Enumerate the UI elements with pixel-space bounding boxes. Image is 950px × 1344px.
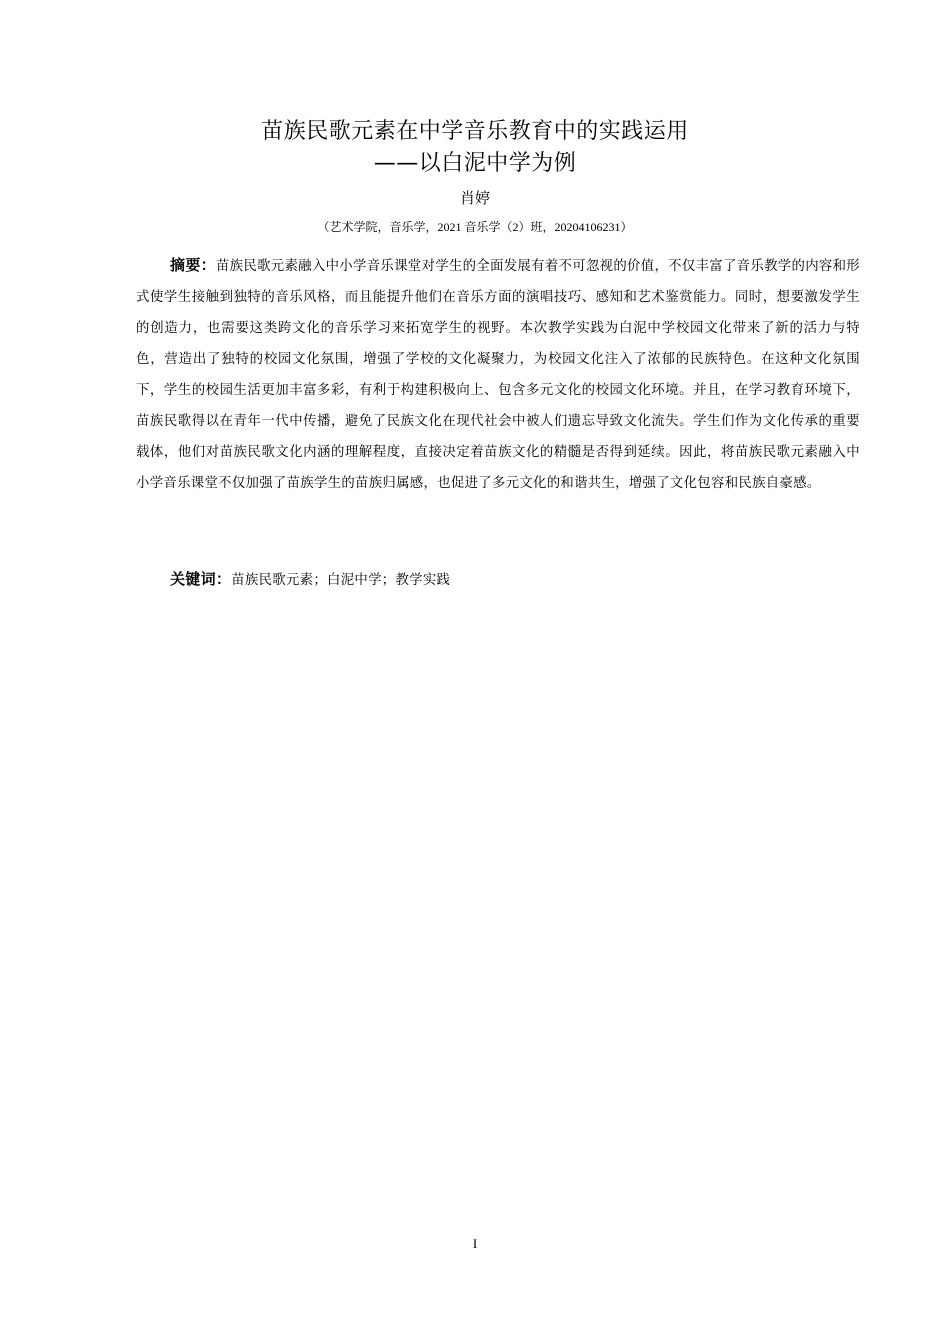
- abstract-label: 摘要：: [170, 256, 216, 274]
- abstract-paragraph: [136, 250, 860, 499]
- author-name: 肖婷: [459, 189, 490, 207]
- keywords-line: [170, 564, 450, 596]
- keywords-label: 关键词：: [170, 570, 232, 588]
- paper-title: 苗族民歌元素在中学音乐教育中的实践运用: [261, 119, 689, 144]
- abstract-text: 苗族民歌元素融入中小学音乐课堂对学生的全面发展有着不可忽视的价值，不仅丰富了音乐教学的内容和形式使学生接触到独特的音乐风格，而且能提升他们在音乐方面的演唱技巧、感知和艺术鉴赏能力。同时，想要激发学生的创造力，也需要这类跨文化的音乐学习来拓宽学生的视野。本次教学实践为白泥中学校园文化带来了新的活力与特色，营造出了独特的校园文化氛围，增强了学校的文化凝聚力，为校园文化注入了浓郁的民族特色。在这种文化氛围下，学生的校园生活更加丰富多彩，有利于构建积极向上、包含多元文化的校园文化环境。并且，在学习教育环境下，苗族民歌得以在青年一代中传播，避免了民族文化在现代社会中被人们遗忘导致文化流失。学生们作为文化传承的重要载体，他们对苗族民歌文化内涵的理解程度，直接决定着苗族文化的精髓是否得到延续。因此，将苗族民歌元素融入中小学音乐课堂不仅加强了苗族学生的苗族归属感，也促进了多元文化的和谐共生，增强了文化包容和民族自豪感。: [136, 259, 860, 491]
- paper-subtitle: ——以白泥中学为例: [373, 151, 577, 176]
- author-affiliation: （艺术学院，音乐学，2021 音乐学（2）班，20204106231）: [317, 220, 633, 234]
- keywords-text: 苗族民歌元素；白泥中学；教学实践: [231, 573, 451, 588]
- title-block: [0, 116, 950, 180]
- page-number: I: [472, 1236, 478, 1251]
